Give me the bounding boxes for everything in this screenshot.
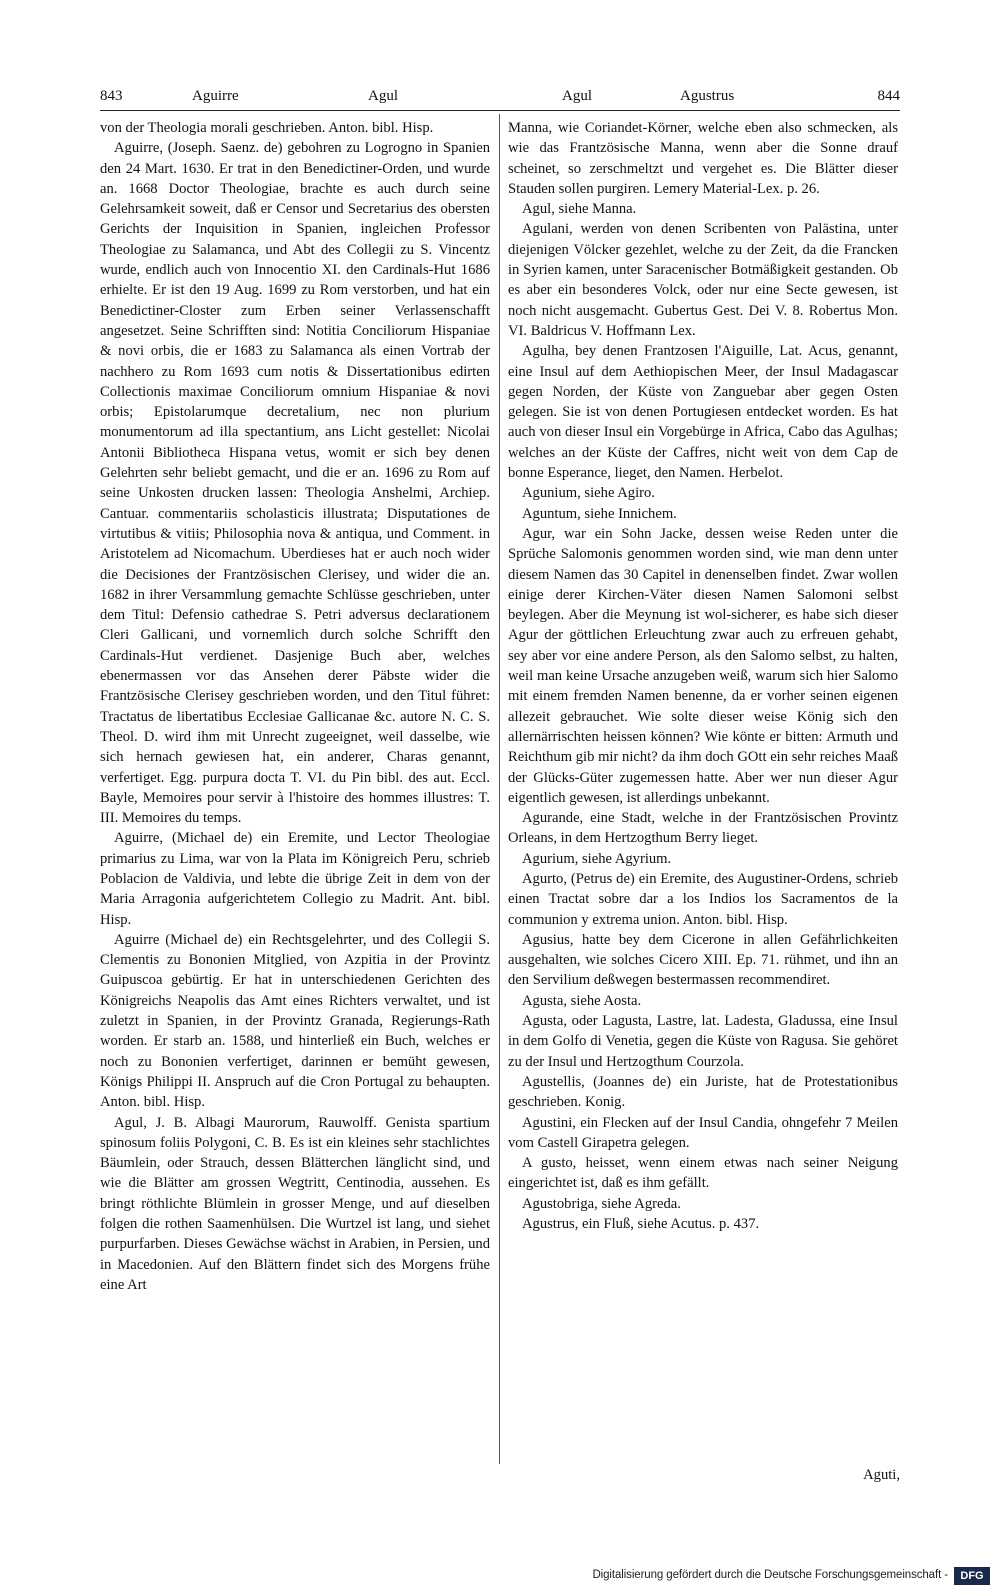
entry-paragraph: Agunium, siehe Agiro. — [522, 485, 655, 502]
entry-paragraph: Aguirre, (Joseph. Saenz. de) gebohren zu Logrogno in Spanien den 24 Mart. 1630. Er trat in den Benedictiner-Orden, und wurde an. 1668 Doctor Theologiae, brachte es auch durch seine Gelehrsamkeit soweit, daß er Censor und Secretarius des obersten Gerichts der Inquisition in Spanien, ingleichen Professor Theologiae zu Salamanca, und Abt des Collegii zu S. Vincentz wurde, endlich auch von Innocentio XI. den Cardinals-Hut 1686 erhielte. Er ist den 19 Aug. 1699 zu Rom verstorben, und hat ein Benedictiner-Closter zum Erben seiner Verlassenschafft angesetzet. Seine Schrifften sind: Notitia Conciliorum Hispaniae & novi orbis, die er 1683 zu Salamanca als einen Vortrab der nachhero zu Rom 1693 cum notis & Dissertationibus edirten Collectionis maximae Conciliorum omnium Hispaniae & novi orbis; Epistolarumque decretalium, nec non plurium monumentorum ad illa spectantium, ans Licht gestellet: Nicolai Antonii Bibliotheca Hispana vetus, womit er sich bey denen Gelehrten sehr beliebt gemacht, und die er an. 1696 zu Rom auf seine Unkosten drucken lassen: Theologia Anshelmi, Archiep. Cantuar. commentariis scholasticis illustrata; Disputationes de virtutibus & vitiis; Philosophia nova & antiqua, und Comment. in Aristotelem ad Nicomachum. Uberdieses hat er auch noch wider die Decisiones der Frantzösischen Clerisey, und wider die an. 1682 in ihrer Versammlung gemachte Schlüsse geschrieben, unter dem Titul: Defensio cathedrae S. Petri adversus declarationem Cleri Gallicani, und vornemlich durch solche Schrifft den Cardinals-Hut verdienet. Dasjenige Buch aber, welches ebenermassen vor das Ansehen derer Päbste wider die Frantzösische Clerisey geschrieben worden, und den Titul führet: Tractatus de libertatibus Ecclesiae Gallicanae &c. autore N. C. S. Theol. D. wird ihm mit Unrecht zugeeignet, weil dasselbe, wie sich hernach gewiesen hat, ein anderer, Charas genannt, verfertiget. Egg. purpura docta T. VI. du Pin bibl. des aut. Eccl. Bayle, Memoires pour servir à l'histoire des hommes illustres: T. III. Memoires du temps. — [100, 140, 490, 827]
entry-paragraph: Agurium, siehe Agyrium. — [522, 850, 672, 867]
entry-paragraph: Agustobriga, siehe Agreda. — [522, 1195, 681, 1212]
entry-paragraph: Manna, wie Coriandet-Körner, welche eben also schmecken, als wie das Frantzösische Manna, wenn aber die Sonne drauf scheinet, so zerschmeltzt und vergehet es. Die Blätter dieser Stauden sollen purgiren. Lemery Material-Lex. p. 26. — [508, 120, 898, 197]
entry-paragraph: Agulha, bey denen Frantzosen l'Aiguille, Lat. Acus, genannt, eine Insul auf dem Aethiopischen Meer, der Insul Madagascar gegen Norden, der Küste von Zanguebar aber gegen Osten gelegen. Sie ist von denen Portugiesen entdecket worden. Es hat auch von dieser Insul ein Vorgebürge in Africa, Cabo das Agulhas; welches an der Küste der Caffres, nicht weit von dem Cap de bonne Esperance, lieget, den Namen. Herbelot. — [508, 343, 898, 482]
entry-paragraph: Aguntum, siehe Innichem. — [522, 505, 677, 522]
footer-bar — [0, 1565, 1000, 1590]
page-number-left: 843 — [100, 88, 123, 104]
entry-paragraph: A gusto, heisset, wenn einem etwas nach seiner Neigung eingerichtet ist, daß es ihm gefällt. — [508, 1155, 898, 1192]
entry-paragraph: Agur, war ein Sohn Jacke, dessen weise Reden unter die Sprüche Salomonis genommen worden sind, wie man denn unter diesem Namen das 30 Capitel in denenselben findet. Zwar wollen einige derer Kirchen-Väter diesen Namen Salomoni selbst beylegen. Aber die Meynung ist wol-sicherer, es habe sich dieser Agur der göttlichen Erleuchtung zwar auch zu erfreuen gehabt, sey aber vor eine andere Person, als den Salomo selbst, zu halten, weil man keine Ursache anzugeben weiß, warum sich hier Salomo mit einem fremden Namen benenne, da er vorher seinen eigenen allezeit gebrauchet. Wie solte dieser weise König sich den allernärrischten heissen können? Wie könte er bitten: Armuth und Reichthum gib mir nicht? da ihm doch GOtt ein sehr reiches Maaß der Glücks-Güter zugemessen hatte. Aber wer nun dieser Agur eigentlich gewesen, ist allerdings unbekannt. — [508, 525, 898, 806]
running-header — [100, 80, 900, 111]
funding-credit: Digitalisierung gefördert durch die Deutsche Forschungsgemeinschaft - — [592, 1569, 948, 1581]
header-word-right-1: Agul — [562, 88, 592, 104]
entry-paragraph: Aguirre, (Michael de) ein Eremite, und Lector Theologiae primarius zu Lima, war von la Plata im Königreich Peru, schrieb Poblacion de Valdivia, und lebte die übrige Zeit in dem von der Maria Arragonia aufgerichtetem Collegio zu Madrit. Ant. bibl. Hisp. — [100, 830, 490, 928]
right-column — [508, 118, 898, 1234]
entry-paragraph: Agustrus, ein Fluß, siehe Acutus. p. 437. — [522, 1216, 760, 1233]
header-word-left-2: Agul — [368, 88, 398, 104]
left-column — [100, 118, 490, 1295]
entry-paragraph: Agulani, werden von denen Scribenten von Palästina, unter diejenigen Völcker gezehlet, welche zu der Zeit, da die Francken in Syrien kamen, unter Saracenischer Botmäßigkeit gestanden. Ob es aber ein besonderes Volck, oder nur eine Secte gewesen, ist noch nicht ausgemacht. Gubertus Gest. Dei V. 8. Robertus Mon. VI. Baldricus V. Hoffmann Lex. — [508, 221, 898, 339]
entry-paragraph: Agustini, ein Flecken auf der Insul Candia, ohngefehr 7 Meilen vom Castell Girapetra gelegen. — [508, 1114, 898, 1151]
entry-paragraph: Agusius, hatte bey dem Cicerone in allen Gefährlichkeiten ausgehalten, wie solches Cicero XIII. Ep. 71. rühmet, und ihn an den Servilium deßwegen bestermassen recommendiret. — [508, 931, 898, 989]
catchword: Aguti, — [863, 1467, 900, 1483]
header-word-left-1: Aguirre — [192, 88, 239, 104]
entry-paragraph: Agul, siehe Manna. — [522, 201, 637, 218]
entry-paragraph: Agurto, (Petrus de) ein Eremite, des Augustiner-Ordens, schrieb einen Tractat sobre dar a los Indios los Sacramentos de la communion y extrema union. Anton. bibl. Hisp. — [508, 870, 898, 928]
entry-paragraph: Agustellis, (Joannes de) ein Juriste, hat de Protestationibus geschrieben. Konig. — [508, 1073, 898, 1111]
page-number-right: 844 — [877, 88, 900, 104]
entry-paragraph: Agusta, oder Lagusta, Lastre, lat. Ladesta, Gladussa, eine Insul in dem Golfo di Venetia, gegen die Küste von Ragusa. Sie gehöret zu der Insul und Hertzogthum Courzola. — [508, 1013, 898, 1070]
entry-paragraph: Agul, J. B. Albagi Maurorum, Rauwolff. Genista spartium spinosum foliis Polygoni, C. B. Es ist ein kleines sehr stachlichtes Bäumlein, oder Strauch, dessen Blätterchen länglicht sind, und wie die Blätter am grossen Wegtritt, Centinodia, aussehen. Es bringt röthlichte Blümlein in grosser Menge, und auf dieselben folgen die rothen Saamenhülsen. Die Wurtzel ist lang, und siehet purpurfarben. Dieses Gewächse wächst in Arabien, in Persien, und in Macedonien. Auf den Blättern findet sich des Morgens frühe eine Art — [100, 1114, 490, 1293]
entry-paragraph: Agurande, eine Stadt, welche in der Frantzösischen Provintz Orleans, in dem Hertzogthum Berry lieget. — [508, 810, 898, 847]
header-word-right-2: Agustrus — [680, 88, 735, 104]
entry-paragraph: Aguirre (Michael de) ein Rechtsgelehrter, und des Collegii S. Clementis zu Bononien Mitglied, von Azpitia in der Provintz Guipuscoa gebürtig. Er hat in unterschiedenen Gerichten des Königreichs Neapolis das Amt eines Richters verwaltet, und ist zuletzt in Spanien, in der Provintz Granada, Regierungs-Rath worden. Er starb an. 1588, und hinterließ ein Buch, welches er noch zu Bononien verfertiget, darinnen er bemüht gewesen, Königs Philippi II. Anspruch auf die Cron Portugal zu behaupten. Anton. bibl. Hisp. — [100, 931, 490, 1111]
column-divider — [499, 114, 500, 1464]
dfg-logo: DFG — [954, 1567, 990, 1585]
entry-paragraph: von der Theologia morali geschrieben. Anton. bibl. Hisp. — [100, 120, 434, 136]
entry-paragraph: Agusta, siehe Aosta. — [522, 992, 642, 1009]
dictionary-page — [100, 80, 900, 1483]
